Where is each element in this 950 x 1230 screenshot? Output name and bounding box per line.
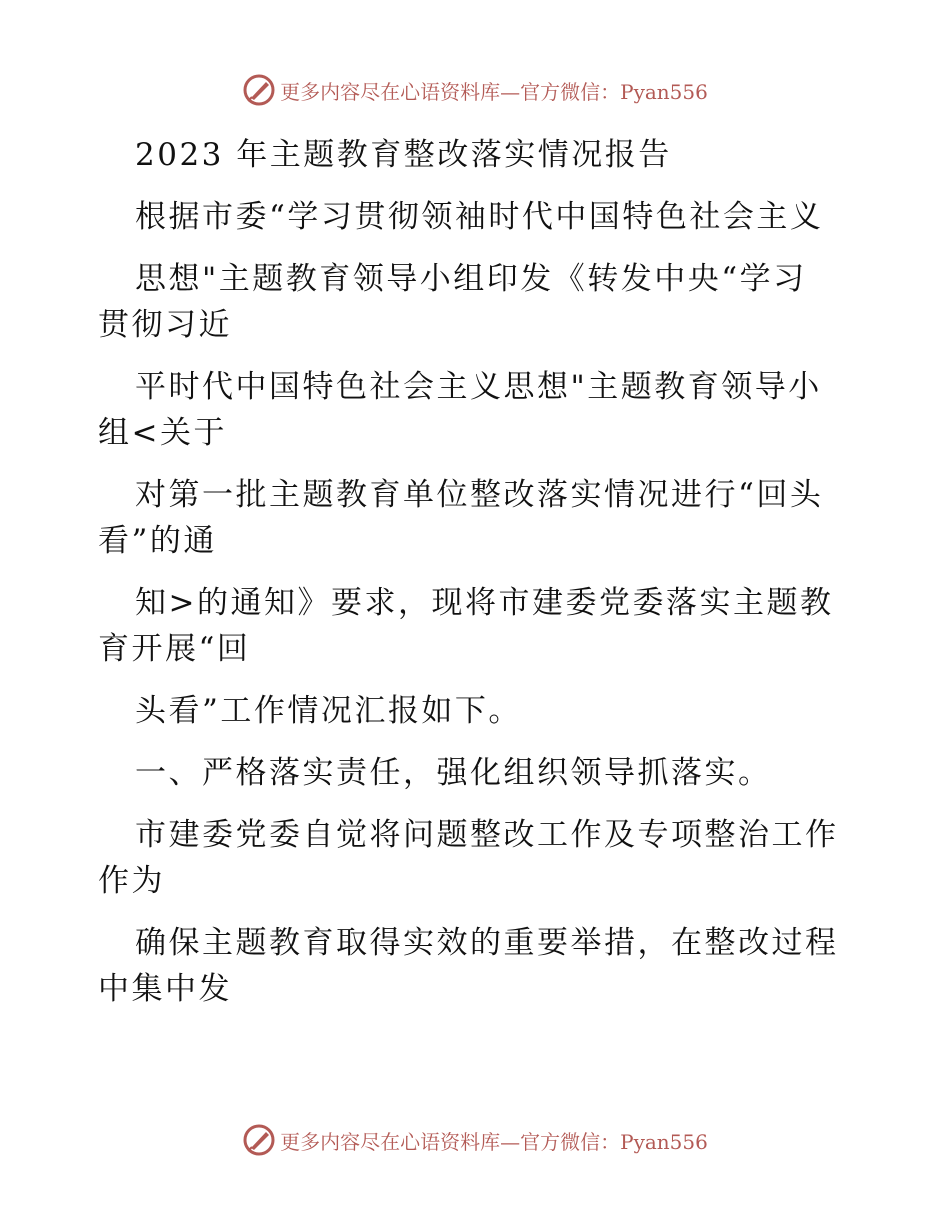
banner-text: 更多内容尽在心语资料库—官方微信：Pyan556 bbox=[280, 1129, 708, 1154]
footer-watermark-banner bbox=[0, 1120, 950, 1160]
paragraph-line: 贯彻习近 bbox=[98, 307, 232, 343]
paragraph-line: 思想"主题教育领导小组印发《转发中央“学习 bbox=[135, 261, 807, 297]
paragraph-line: 对第一批主题教育单位整改落实情况进行“回头 bbox=[135, 477, 824, 513]
paragraph-line: 看”的通 bbox=[98, 523, 217, 559]
document-body bbox=[98, 124, 858, 1020]
paragraph-line: 确保主题教育取得实效的重要举措，在整改过程 bbox=[135, 925, 839, 961]
paragraph-line: 平时代中国特色社会主义思想"主题教育领导小 bbox=[135, 369, 822, 405]
paragraph-line: 头看”工作情况汇报如下。 bbox=[135, 693, 522, 729]
paragraph-line: 知>的通知》要求，现将市建委党委落实主题教 bbox=[135, 585, 834, 621]
paragraph-line: 中集中发 bbox=[98, 971, 232, 1007]
quill-pen-icon bbox=[242, 1123, 276, 1157]
paragraph-line: 根据市委“学习贯彻领袖时代中国特色社会主义 bbox=[135, 199, 824, 235]
header-watermark-banner bbox=[0, 70, 950, 110]
paragraph-line: 组<关于 bbox=[98, 415, 227, 451]
section-heading: 一、严格落实责任，强化组织领导抓落实。 bbox=[135, 755, 772, 791]
paragraph-line: 市建委党委自觉将问题整改工作及专项整治工作 bbox=[135, 817, 839, 853]
paragraph-line: 作为 bbox=[98, 863, 165, 899]
paragraph-line: 育开展“回 bbox=[98, 631, 251, 667]
document-title: 2023 年主题教育整改落实情况报告 bbox=[135, 137, 672, 173]
quill-pen-icon bbox=[242, 73, 276, 107]
banner-text: 更多内容尽在心语资料库—官方微信：Pyan556 bbox=[280, 79, 708, 104]
